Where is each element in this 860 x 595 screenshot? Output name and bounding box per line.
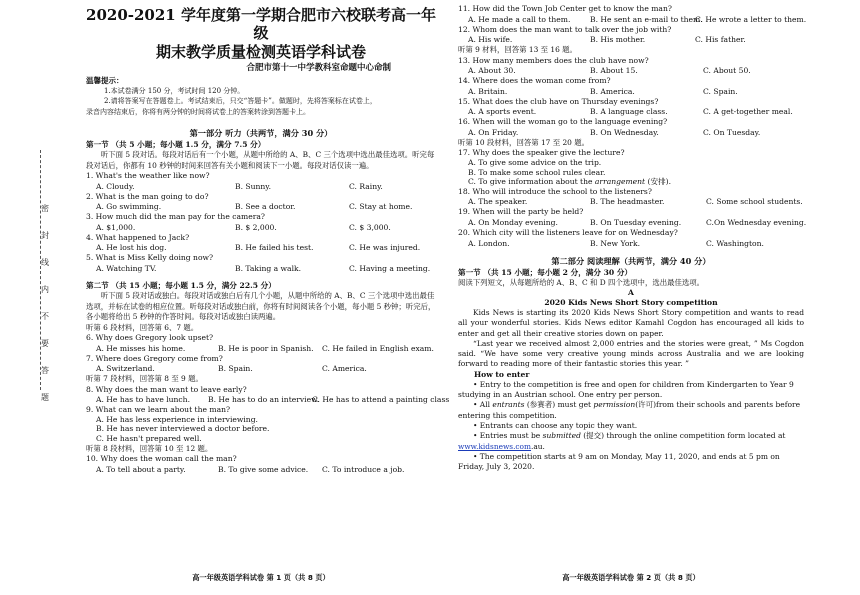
option-c: C. Stay at home. bbox=[349, 202, 413, 212]
option-c: C. America. bbox=[322, 364, 367, 374]
question-10-options bbox=[86, 464, 436, 475]
option-b: B. Spain. bbox=[218, 364, 253, 374]
material-note: 听第 10 段材料，回答第 17 至 20 题。 bbox=[458, 137, 589, 147]
option-a: A. His wife. bbox=[468, 35, 513, 45]
question-19: 19. When will the party be held? bbox=[458, 207, 584, 217]
option-a: A. A sports event. bbox=[468, 107, 537, 117]
tip-line: 2.请将答案写在答题卷上。考试结束后，只交“答题卡”。做题时，先将答案标在试卷上， bbox=[104, 97, 377, 106]
binding-char: 线 bbox=[41, 258, 49, 267]
rule-emphasis: submitted bbox=[542, 431, 581, 441]
option-c bbox=[458, 177, 804, 187]
passage-paragraph: “Last year we received almost 2,000 entries and the stories were great, ” Ms Cogdon said. “We have some very creative young minds across Australia and we are looking forward to reading more of their fantastic stories this year. ” bbox=[458, 338, 804, 369]
option-c: C. A get-together meal. bbox=[703, 107, 793, 117]
question-15: 15. What does the club have on Thursday evenings? bbox=[458, 96, 659, 106]
section-1-title: 第一节 （共 5 小题；每小题 1.5 分，满分 7.5 分） bbox=[86, 140, 266, 150]
option-c: C. He hasn't prepared well. bbox=[96, 433, 202, 443]
question-6-options bbox=[86, 343, 436, 354]
question-15-options bbox=[458, 106, 804, 117]
question-12-options bbox=[458, 34, 804, 45]
rule-emphasis: entrants bbox=[492, 400, 525, 410]
tip-line: 录音内容结束后，你将有两分钟的时间将试卷上的答案转涂到答题卡上。 bbox=[86, 107, 310, 116]
tip-line: 1.本试卷满分 150 分，考试时间 120 分钟。 bbox=[104, 86, 245, 95]
section-3-instructions: 阅读下列短文，从每题所给的 A、B、C 和 D 四个选项中，选出最佳选项。 bbox=[458, 277, 705, 287]
question-14-options bbox=[458, 86, 804, 97]
question-20: 20. Which city will the listeners leave for on Wednesday? bbox=[458, 227, 678, 237]
option-a: A. Britain. bbox=[468, 86, 508, 96]
option-b: B. He failed his test. bbox=[235, 243, 314, 253]
option-b: B. He has never interviewed a doctor before. bbox=[96, 424, 270, 434]
option-b: B. To give some advice. bbox=[218, 464, 309, 474]
option-a: A. Go swimming. bbox=[96, 202, 162, 212]
option-b: B. He is poor in Spanish. bbox=[218, 343, 314, 353]
question-19-options bbox=[458, 217, 807, 228]
material-note: 听第 7 段材料，回答第 8 至 9 题。 bbox=[86, 374, 203, 384]
option-b: B. America. bbox=[590, 86, 635, 96]
question-4-options bbox=[86, 242, 436, 253]
page-1-footer: 高一年级英语学科试卷 第 1 页（共 8 页） bbox=[192, 573, 330, 583]
option-a: A. He has less experience in interviewing. bbox=[96, 414, 258, 424]
option-c: C. Some school students. bbox=[706, 197, 803, 207]
binding-char: 答 bbox=[41, 366, 49, 375]
option-a: A. About 30. bbox=[468, 66, 516, 76]
question-18: 18. Who will introduce the school to the listeners? bbox=[458, 186, 652, 196]
page-1 bbox=[86, 0, 450, 595]
question-6: 6. Why does Gregory look upset? bbox=[86, 332, 214, 342]
option-b: B. New York. bbox=[590, 238, 641, 248]
question-7: 7. Where does Gregory come from? bbox=[86, 353, 223, 363]
question-11-options bbox=[458, 14, 807, 25]
option-a: A. He lost his dog. bbox=[96, 243, 167, 253]
section-3-title: 第一节 （共 15 小题；每小题 2 分，满分 30 分） bbox=[458, 267, 633, 277]
option-b: B. He sent an e-mail to them. bbox=[590, 14, 703, 24]
question-2-options bbox=[86, 201, 436, 212]
option-c: C. Rainy. bbox=[349, 181, 383, 191]
question-20-options bbox=[458, 238, 804, 249]
question-5-options bbox=[86, 263, 436, 274]
option-a: A. He misses his home. bbox=[96, 343, 186, 353]
binding-char: 要 bbox=[41, 339, 49, 348]
passage-letter: A bbox=[628, 287, 634, 297]
option-a: A. Watching TV. bbox=[96, 264, 157, 274]
option-c: C. He wrote a letter to them. bbox=[695, 14, 807, 24]
question-18-options bbox=[458, 196, 804, 207]
option-a: A. On Friday. bbox=[468, 127, 519, 137]
question-8: 8. Why does the man want to leave early? bbox=[86, 384, 247, 394]
option-a: A. To tell about a party. bbox=[96, 464, 186, 474]
exam-title-line1: 2020-2021 学年度第一学期合肥市六校联考高一年级 bbox=[86, 6, 436, 42]
option-a: A. London. bbox=[468, 238, 510, 248]
option-b: B. His mother. bbox=[590, 35, 646, 45]
binding-char: 不 bbox=[41, 312, 49, 321]
option-c: C.On Wednesday evening. bbox=[706, 217, 807, 227]
option-a: A. The speaker. bbox=[468, 197, 528, 207]
option-c: C. $ 3,000. bbox=[349, 222, 391, 232]
option-a: A. Cloudy. bbox=[96, 181, 135, 191]
exam-title-line2: 期末教学质量检测英语学科试卷 bbox=[155, 43, 366, 61]
passage-paragraph: Kids News is starting its 2020 Kids News Short Story competition and wants to read all your wonderful stories. Kids News editor Kamahl Cogdon has encouraged all kids to enter and get all their creative stories down on paper. bbox=[458, 307, 804, 338]
section-1-instructions: 听下面 5 段对话。每段对话后有一个小题，从题中所给的 A、B、C 三个选项中选出最佳选项。听完每段对话后，你都有 10 秒钟的时间来回答有关小题和阅读下一小题。每段对话仅读一遍。 bbox=[86, 150, 435, 170]
binding-warning bbox=[41, 205, 53, 421]
question-13: 13. How many members does the club have now? bbox=[458, 55, 649, 65]
option-c: C. On Tuesday. bbox=[703, 127, 761, 137]
binding-char: 内 bbox=[41, 285, 49, 294]
binding-char: 封 bbox=[41, 231, 49, 240]
question-4: 4. What happened to Jack? bbox=[86, 232, 190, 242]
option-b: B. $ 2,000. bbox=[235, 222, 277, 232]
rule-bullet: • Entry to the competition is free and open for children from Kindergarten to Year 9 studying in an Austrian school. One entry per person. bbox=[458, 379, 794, 400]
option-a: A. He made a call to them. bbox=[468, 14, 571, 24]
question-17: 17. Why does the speaker give the lecture? bbox=[458, 148, 625, 158]
question-7-options bbox=[86, 363, 436, 374]
question-14: 14. Where does the woman come from? bbox=[458, 76, 611, 86]
option-c: C. Having a meeting. bbox=[349, 264, 431, 274]
option-c: C. Spain. bbox=[703, 86, 738, 96]
option-a: A. Switzerland. bbox=[96, 364, 155, 374]
binding-char: 题 bbox=[41, 393, 49, 402]
rule-bullet: • The competition starts at 9 am on Monday, May 11, 2020, and ends at 5 pm on Friday, July 3, 2020. bbox=[458, 451, 780, 472]
option-b: B. On Wednesday. bbox=[590, 127, 659, 137]
question-3-options bbox=[86, 222, 436, 233]
option-c: C. To introduce a job. bbox=[322, 464, 405, 474]
rule-text: (许可)from their schools and parents before entering this competition. bbox=[458, 400, 801, 420]
option-c-gloss: (安排). bbox=[645, 177, 672, 187]
option-c: C. He has to attend a painting class bbox=[312, 395, 450, 405]
question-2: 2. What is the man going to do? bbox=[86, 191, 209, 201]
option-b: B. Sunny. bbox=[235, 181, 271, 191]
page-2 bbox=[458, 0, 807, 595]
exam-author: 合肥市第十一中学教科室命题中心命制 bbox=[246, 63, 391, 73]
binding-margin bbox=[0, 0, 52, 595]
option-a: A. He has to have lunch. bbox=[96, 395, 190, 405]
material-note: 听第 6 段材料，回答第 6、7 题。 bbox=[86, 322, 199, 332]
option-b: B. A language class. bbox=[590, 107, 668, 117]
part-2-title: 第二部分 阅读理解（共两节，满分 40 分） bbox=[551, 255, 711, 266]
rule-text: (提交) through the online competition form located at bbox=[580, 431, 786, 441]
option-c: C. His father. bbox=[695, 35, 746, 45]
binding-char: 密 bbox=[41, 204, 49, 213]
rule-bullet bbox=[458, 400, 804, 421]
option-a: A. To give some advice on the trip. bbox=[468, 157, 602, 167]
page-2-footer: 高一年级英语学科试卷 第 2 页（共 8 页） bbox=[562, 573, 700, 583]
question-8-options bbox=[86, 394, 450, 405]
question-10: 10. Why does the woman call the man? bbox=[86, 453, 237, 463]
rule-bullet: • Entrants can choose any topic they want. bbox=[473, 420, 638, 430]
how-to-enter-heading: How to enter bbox=[474, 369, 530, 379]
rule-text: (参赛者) must get bbox=[524, 400, 594, 410]
option-a: A. $1,000. bbox=[96, 222, 136, 232]
rule-text: • All bbox=[473, 400, 493, 410]
material-note: 听第 8 段材料，回答第 10 至 12 题。 bbox=[86, 443, 213, 453]
option-c-text: C. To give information about the bbox=[468, 177, 595, 187]
option-b: B. To make some school rules clear. bbox=[468, 167, 606, 177]
option-c: C. About 50. bbox=[703, 66, 751, 76]
option-b: B. Taking a walk. bbox=[235, 264, 302, 274]
part-1-title: 第一部分 听力（共两节，满分 30 分） bbox=[189, 128, 333, 139]
material-note: 听第 9 材料，回答第 13 至 16 题。 bbox=[458, 45, 577, 55]
question-12: 12. Whom does the man want to talk over the job with? bbox=[458, 24, 672, 34]
section-2-title: 第二节 （共 15 小题；每小题 1.5 分，满分 22.5 分） bbox=[86, 281, 276, 291]
question-9: 9. What can we learn about the man? bbox=[86, 405, 231, 415]
tips-heading: 温馨提示： bbox=[86, 76, 124, 85]
option-b: B. See a doctor. bbox=[235, 202, 296, 212]
option-a: A. On Monday evening. bbox=[468, 217, 558, 227]
option-c: C. Washington. bbox=[706, 238, 764, 248]
option-b: B. He has to do an interview. bbox=[208, 395, 320, 405]
question-1-options bbox=[86, 181, 436, 192]
option-c: C. He was injured. bbox=[349, 243, 421, 253]
question-13-options bbox=[458, 65, 804, 76]
question-5: 5. What is Miss Kelly doing now? bbox=[86, 253, 214, 263]
question-16: 16. When will the woman go to the language evening? bbox=[458, 117, 668, 127]
option-b: B. About 15. bbox=[590, 66, 638, 76]
link-suffix: .au. bbox=[531, 441, 545, 451]
option-b: B. The headmaster. bbox=[590, 197, 665, 207]
rule-bullet bbox=[458, 431, 804, 441]
kidsnews-link[interactable]: www.kidsnews.com bbox=[458, 441, 532, 451]
question-11: 11. How did the Town Job Center get to know the man? bbox=[458, 4, 672, 13]
rule-emphasis: permission bbox=[593, 400, 636, 410]
question-1: 1. What's the weather like now? bbox=[86, 171, 210, 181]
question-3: 3. How much did the man pay for the camera? bbox=[86, 212, 265, 222]
question-16-options bbox=[458, 127, 804, 138]
passage-title: 2020 Kids News Short Story competition bbox=[544, 297, 718, 307]
rule-text: • Entries must be bbox=[473, 431, 543, 441]
section-2-instructions: 听下面 5 段对话或独白。每段对话或独白后有几个小题，从题中所给的 A、B、C 三个选项中选出最佳选项，并标在试卷的相应位置。听每段对话或独白前，你将有时间阅读各个小题，每小题 5 秒钟；听完后，各小题将给出 5 秒钟的作答时间。每段对话或独白读两遍。 bbox=[86, 291, 436, 322]
link-line bbox=[458, 442, 804, 452]
option-c: C. He failed in English exam. bbox=[322, 343, 434, 353]
option-c-emphasis: arrangement bbox=[594, 177, 646, 187]
option-b: B. On Tuesday evening. bbox=[590, 217, 682, 227]
